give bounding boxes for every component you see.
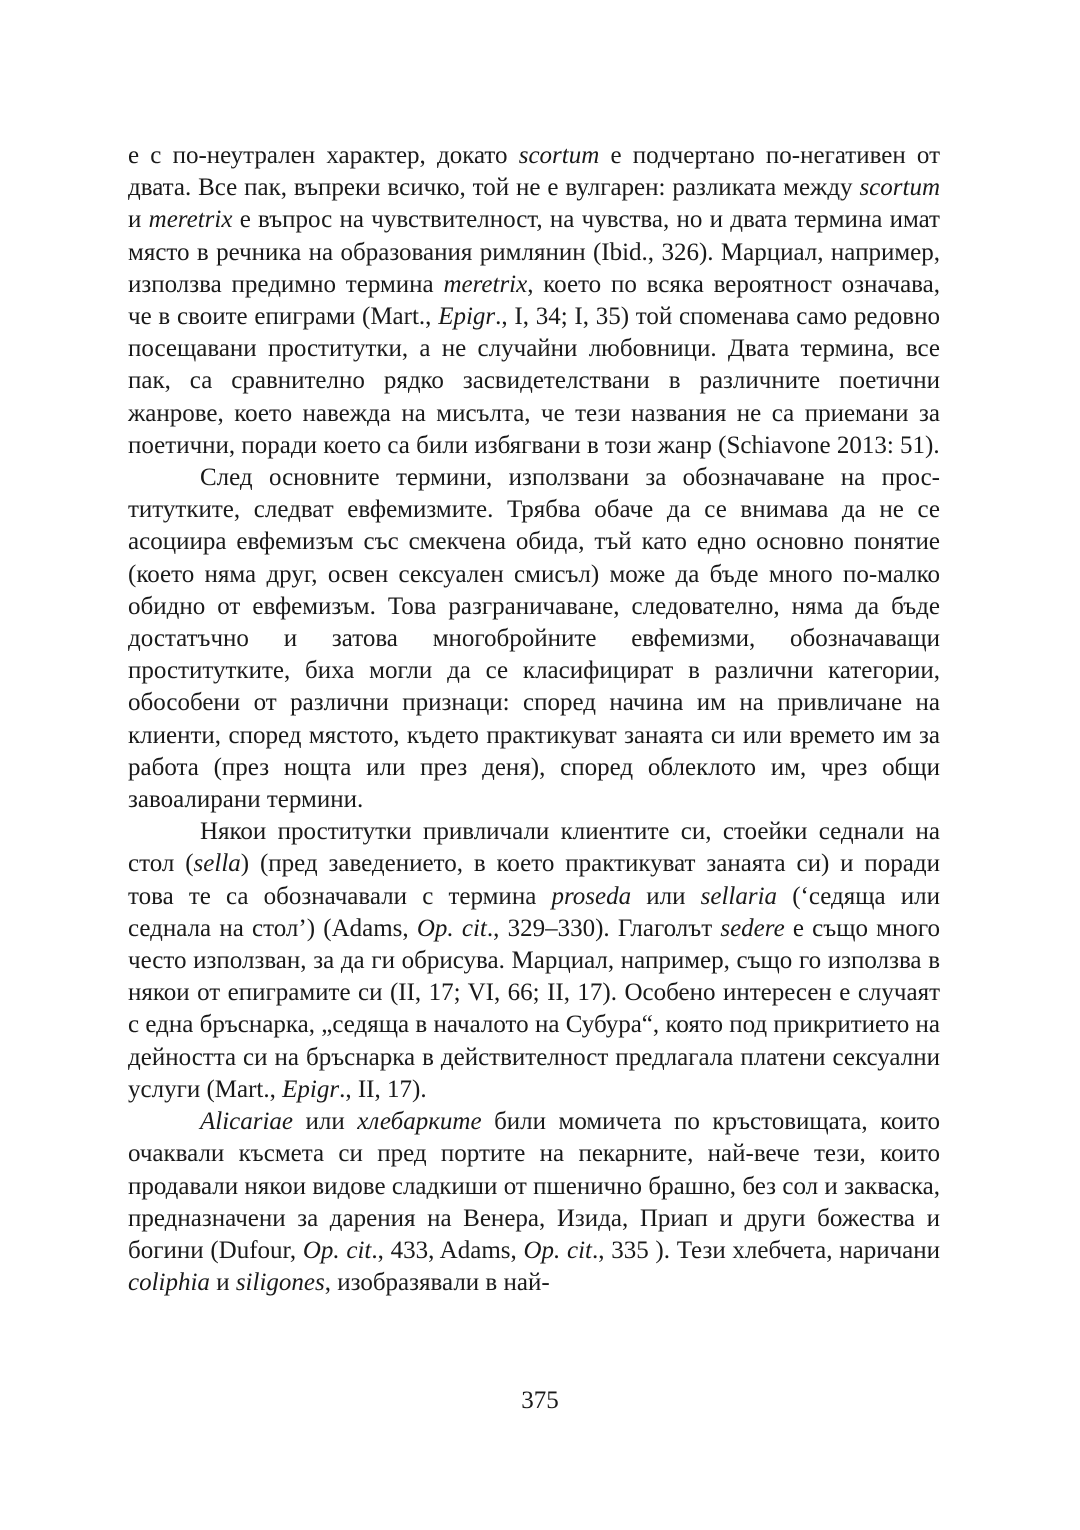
paragraph-4 xyxy=(128,1106,940,1299)
text-segment: След основните термини, използвани за обозначаване на проститутките, следват евфемизмите. Трябва обаче да се внимава да не се асоциира евфемизъм със смекчена обида, тъй като едно основно понятие (което няма друг, освен сексуален смисъл) може да бъде много по-малко обидно от евфемизъм. Това разграничаване, следователно, няма да бъде достатъчно и затова многобройните евфемизми, обозначаващи проститутките, биха могли да се класифицират в различни категории, обособени от различни признаци: според начина им на привличане на клиенти, според мястото, където практикуват занаята си или времето им за работа (през нощта или през деня), според облеклото им, чрез общи завоалирани термини. xyxy=(128,464,940,814)
citation-title: Epigr xyxy=(282,1075,340,1103)
latin-term: sellaria xyxy=(700,882,778,910)
text-segment: ., 329–330). Глаголът xyxy=(486,914,721,942)
text-segment: ., 335 ). Тези хлебчета, наричани xyxy=(591,1236,941,1264)
text-segment: ., I, 34; I, 35) той споменава само редовно посещавани проститутки, а не случайни любовници. Двата термина, все пак, са сравнително рядко засвидетелствани в различните поетични жанрове, което навежда на мисълта, че тези названия не са приемани за поетични, поради което са били избягвани в този жанр (Schiavone 2013: 51). xyxy=(128,303,940,459)
paragraph-2 xyxy=(128,462,940,816)
text-segment: били момичета по кръстовищата, които очаквали късмета си пред портите на пекарните, най-вече тези, които продавали някои видове сладкиши от пшенично брашно, без сол и закваска, предназначени за дарения на Венера, Изида, Приап и други божества и богини (Dufour, xyxy=(128,1108,941,1264)
latin-term: siligones xyxy=(235,1269,325,1297)
latin-term: coliphia xyxy=(128,1269,210,1297)
latin-term: meretrix xyxy=(443,270,528,298)
citation-title: Op. cit xyxy=(416,914,487,942)
text-segment: и xyxy=(128,206,149,234)
text-segment: , изобразявали в най- xyxy=(324,1269,550,1297)
text-segment: , което по всяка вероятност означава, че в своите епиграми (Mart., xyxy=(128,270,940,331)
latin-term: sedere xyxy=(720,914,785,942)
latin-term: scortum xyxy=(859,174,940,202)
text-segment: или xyxy=(631,882,701,910)
latin-term: scortum xyxy=(518,142,600,169)
text-segment: или xyxy=(293,1108,358,1136)
text-segment: е въпрос на чувствителност, на чувства, но и двата термина имат място в речника на образования римлянин (Ibid., 326). Марциал, например, използва предимно термина xyxy=(128,206,940,298)
text-segment: е също много често използван, за да ги обрисува. Марциал, например, също го използва в някои от епиграмите си (II, 17; VI, 66; II, 17). Особено интересен е случаят с една бръснарка, „седяща в началото на Субура“, която под прикритието на дейността си на бръснарка в действителност предлагала платени сексуални услуги (Mart., xyxy=(128,914,940,1103)
latin-term: proseda xyxy=(551,882,632,910)
paragraph-3 xyxy=(128,816,940,1106)
latin-term: Alicariae xyxy=(200,1108,294,1136)
text-segment: ., II, 17). xyxy=(339,1075,427,1103)
emphasized-term: хлебарките xyxy=(357,1108,482,1136)
citation-title: Op. cit xyxy=(523,1236,592,1264)
text-segment: ., 433, Adams, xyxy=(371,1236,524,1264)
citation-title: Epigr xyxy=(438,303,496,331)
text-segment: и xyxy=(209,1269,236,1297)
latin-term: sella xyxy=(193,850,241,878)
citation-title: Op. cit xyxy=(302,1236,372,1264)
text-segment: Някои проститутки привличали клиентите си, стоейки седнали на стол ( xyxy=(128,818,940,878)
paragraph-1 xyxy=(128,140,940,462)
body-text xyxy=(128,140,940,1299)
text-segment: е подчертано по-негативен от двата. Все пак, въпреки всичко, той не е вулгарен: разликата между xyxy=(128,142,941,202)
text-segment: (‘седяща или седнала на стол’) (Adams, xyxy=(128,882,941,942)
text-segment: ) (пред заведението, в което практикуват занаята си) и поради това те са обозначавали с термина xyxy=(128,850,940,910)
text-segment: е с по-неутрален характер, докато xyxy=(128,142,519,169)
latin-term: meretrix xyxy=(148,206,233,234)
page-number: 375 xyxy=(521,1387,559,1414)
